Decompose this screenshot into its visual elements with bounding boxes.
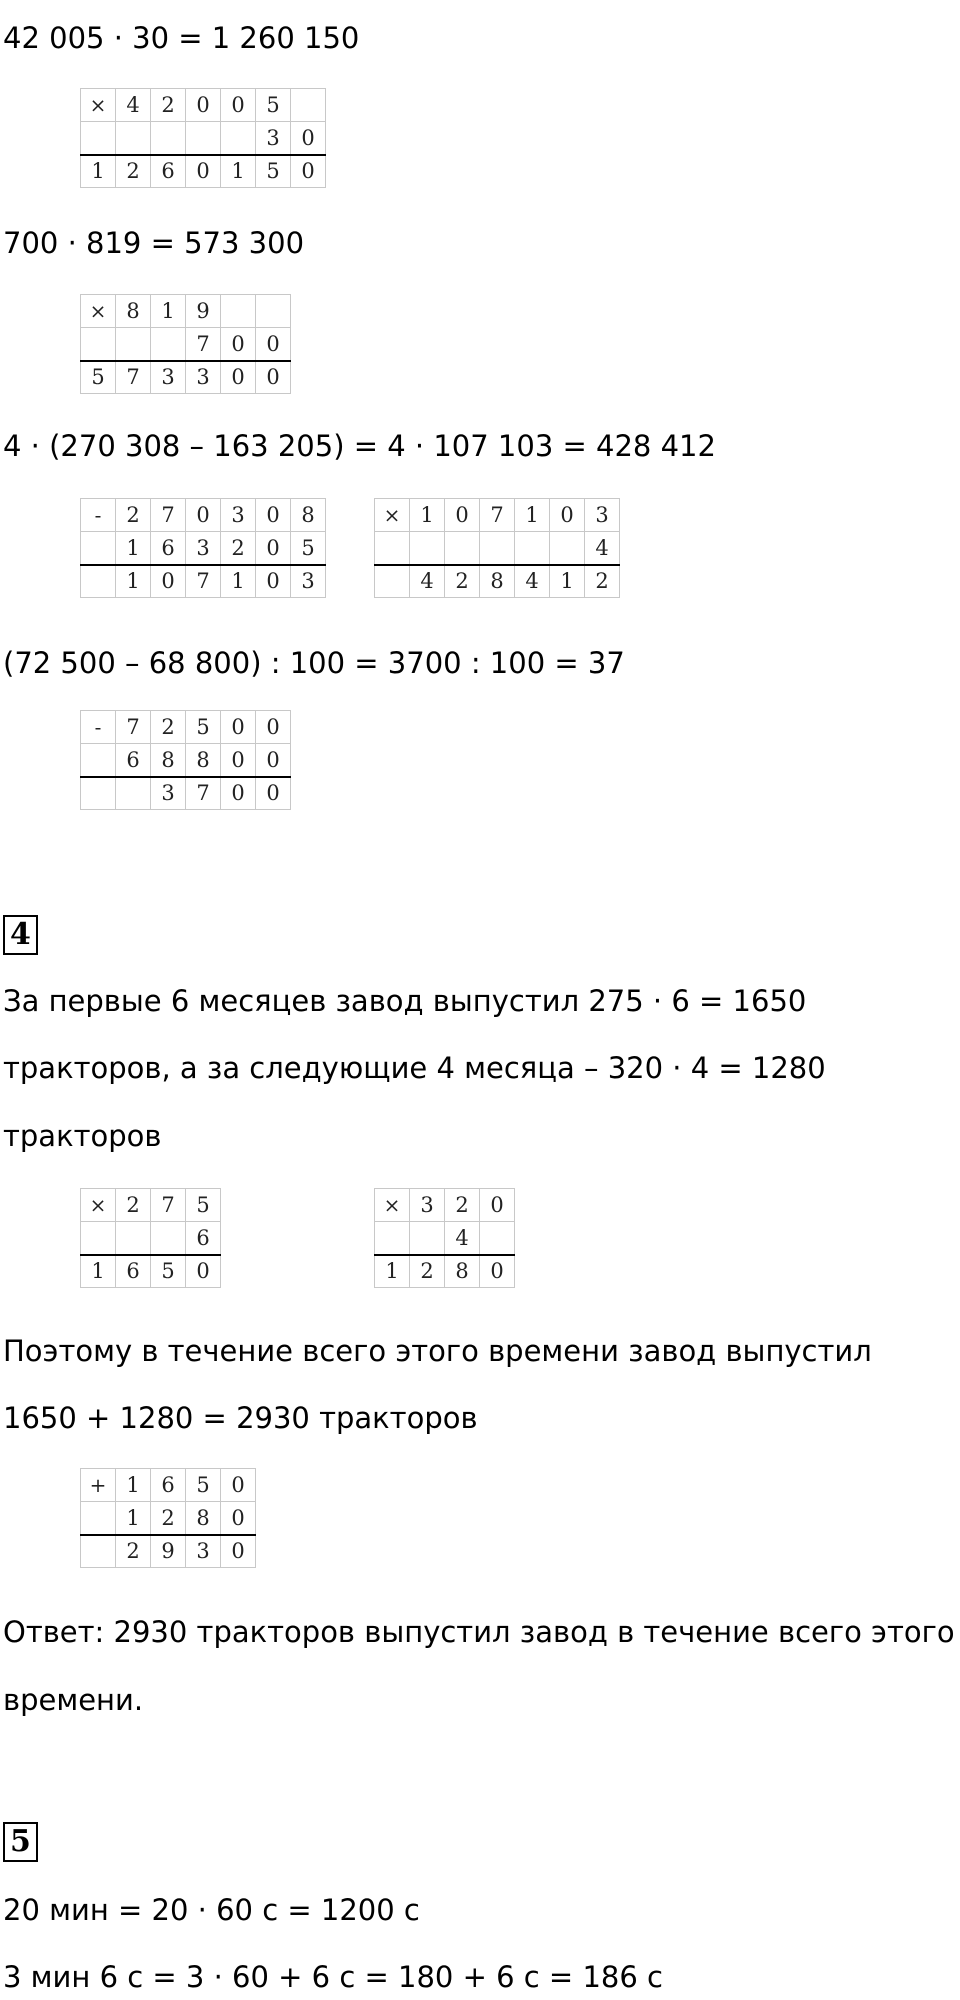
digit-cell: 0 [256,777,291,810]
digit-cell: 2 [445,1189,480,1222]
task4-line-3: тракторов [3,1119,162,1153]
digit-cell [81,565,116,598]
digit-cell: 0 [221,89,256,122]
digit-cell: 5 [291,532,326,565]
digit-cell [81,744,116,777]
digit-cell [221,295,256,328]
digit-cell [291,89,326,122]
task-number-5: 5 [3,1822,38,1862]
column-subtraction-2 [80,710,291,810]
digit-cell: 4 [515,565,550,598]
digit-cell: 3 [291,565,326,598]
task4-answer-line-2: времени. [3,1683,144,1717]
digit-cell: 6 [151,155,186,188]
digit-cell: 0 [186,155,221,188]
digit-cell: 0 [221,711,256,744]
digit-cell: 5 [81,361,116,394]
digit-cell: 8 [445,1255,480,1288]
digit-cell: 7 [186,777,221,810]
digit-cell: 7 [116,711,151,744]
digit-cell: 7 [480,499,515,532]
digit-cell: 0 [221,1469,256,1502]
column-multiplication-5 [374,1188,515,1288]
digit-cell: 7 [186,565,221,598]
digit-cell [410,1222,445,1255]
digit-cell: 2 [151,89,186,122]
digit-cell: 4 [585,532,620,565]
digit-cell [81,532,116,565]
digit-cell [550,532,585,565]
operand-row [375,1189,515,1222]
digit-cell: 2 [151,1502,186,1535]
digit-cell: 0 [550,499,585,532]
operand-row [81,532,326,565]
task4-line-4: Поэтому в течение всего этого времени завод выпустил [3,1334,872,1368]
digit-cell: 8 [116,295,151,328]
digit-cell [116,328,151,361]
digit-cell: 5 [256,155,291,188]
digit-cell: 1 [81,1255,116,1288]
digit-cell [81,122,116,155]
operand-row [81,122,326,155]
digit-cell: 9 [186,295,221,328]
digit-cell: 1 [151,295,186,328]
digit-cell: 0 [186,1255,221,1288]
digit-cell: 7 [116,361,151,394]
digit-cell: 6 [151,1469,186,1502]
digit-cell: 7 [186,328,221,361]
result-row [81,361,291,394]
digit-cell: 0 [256,499,291,532]
digit-cell: 0 [256,744,291,777]
operand-row [81,499,326,532]
operator-cell: × [375,1189,410,1222]
digit-cell: 2 [221,532,256,565]
digit-cell: 8 [291,499,326,532]
result-row [81,565,326,598]
column-multiplication-2 [80,294,291,394]
digit-cell: 3 [410,1189,445,1222]
task5-line-1: 20 мин = 20 · 60 с = 1200 с [3,1893,420,1927]
digit-cell: 0 [221,328,256,361]
digit-cell [375,565,410,598]
digit-cell: 2 [445,565,480,598]
digit-cell: 5 [186,711,221,744]
operator-cell: + [81,1469,116,1502]
digit-cell [375,532,410,565]
digit-cell: 3 [221,499,256,532]
operand-row [81,1189,221,1222]
digit-cell [445,532,480,565]
digit-cell: 0 [186,499,221,532]
digit-cell: 0 [256,711,291,744]
digit-cell [81,1502,116,1535]
digit-cell: 0 [151,565,186,598]
equation-line-4: (72 500 – 68 800) : 100 = 3700 : 100 = 37 [3,646,625,680]
digit-cell: 0 [480,1189,515,1222]
digit-cell: 5 [151,1255,186,1288]
digit-cell [116,1222,151,1255]
digit-cell: 8 [186,744,221,777]
digit-cell: 4 [116,89,151,122]
digit-cell [256,295,291,328]
digit-cell: 0 [291,155,326,188]
digit-cell [410,532,445,565]
digit-cell: 5 [186,1189,221,1222]
digit-cell: 0 [445,499,480,532]
digit-cell [480,532,515,565]
digit-cell: 1 [81,155,116,188]
operand-row [81,295,291,328]
column-multiplication-4 [80,1188,221,1288]
operand-row [375,499,620,532]
digit-cell [116,777,151,810]
operand-row [81,1469,256,1502]
digit-cell: 0 [221,744,256,777]
digit-cell [186,122,221,155]
digit-cell: 0 [291,122,326,155]
column-subtraction-1 [80,498,326,598]
digit-cell [480,1222,515,1255]
digit-cell: 6 [186,1222,221,1255]
digit-cell: 1 [375,1255,410,1288]
digit-cell: 1 [221,155,256,188]
digit-cell: 3 [186,361,221,394]
digit-cell: 2 [116,1535,151,1568]
operand-row [81,328,291,361]
digit-cell: 1 [116,1502,151,1535]
digit-cell: 1 [515,499,550,532]
digit-cell [375,1222,410,1255]
digit-cell: 0 [221,777,256,810]
digit-cell: 1 [410,499,445,532]
digit-cell: 3 [186,532,221,565]
digit-cell: 3 [256,122,291,155]
digit-cell: 0 [221,361,256,394]
operand-row [81,1502,256,1535]
digit-cell [151,328,186,361]
digit-cell: 2 [585,565,620,598]
equation-line-1: 42 005 · 30 = 1 260 150 [3,21,360,55]
equation-line-3: 4 · (270 308 – 163 205) = 4 · 107 103 = 428 412 [3,429,716,463]
digit-cell: 2 [151,711,186,744]
result-row [375,565,620,598]
digit-cell: 8 [151,744,186,777]
result-row [81,155,326,188]
operand-row [81,744,291,777]
digit-cell: 5 [186,1469,221,1502]
operand-row [81,1222,221,1255]
digit-cell: 1 [116,1469,151,1502]
digit-cell: 1 [116,532,151,565]
digit-cell: 0 [221,1535,256,1568]
digit-cell: 4 [445,1222,480,1255]
digit-cell: 3 [151,777,186,810]
digit-cell: 1 [116,565,151,598]
task5-line-2: 3 мин 6 с = 3 · 60 + 6 с = 180 + 6 с = 186 с [3,1960,663,1994]
operator-cell: × [81,89,116,122]
digit-cell: 7 [151,499,186,532]
task4-line-5: 1650 + 1280 = 2930 тракторов [3,1401,478,1435]
digit-cell: 0 [256,532,291,565]
digit-cell: 2 [116,1189,151,1222]
digit-cell: 1 [221,565,256,598]
digit-cell [221,122,256,155]
digit-cell [81,777,116,810]
operator-cell: - [81,499,116,532]
result-row [81,1535,256,1568]
digit-cell [81,1222,116,1255]
task-number-4: 4 [3,915,38,955]
result-row [81,1255,221,1288]
digit-cell: 6 [116,1255,151,1288]
digit-cell [515,532,550,565]
digit-cell: 8 [186,1502,221,1535]
digit-cell: 1 [550,565,585,598]
result-row [81,777,291,810]
result-row [375,1255,515,1288]
digit-cell: 3 [151,361,186,394]
digit-cell [81,328,116,361]
digit-cell: 0 [256,361,291,394]
operator-cell: × [81,1189,116,1222]
digit-cell: 0 [256,328,291,361]
digit-cell: 2 [410,1255,445,1288]
digit-cell: 2 [116,155,151,188]
digit-cell: 0 [480,1255,515,1288]
digit-cell: 0 [186,89,221,122]
digit-cell: 2 [116,499,151,532]
digit-cell: 0 [256,565,291,598]
digit-cell: 8 [480,565,515,598]
operand-row [81,711,291,744]
digit-cell [151,122,186,155]
operator-cell: × [81,295,116,328]
digit-cell [116,122,151,155]
column-multiplication-3 [374,498,620,598]
digit-cell: 9 [151,1535,186,1568]
digit-cell [151,1222,186,1255]
task4-answer-line-1: Ответ: 2930 тракторов выпустил завод в течение всего этого [3,1615,955,1649]
digit-cell: 6 [151,532,186,565]
operator-cell: × [375,499,410,532]
column-addition-1 [80,1468,256,1568]
digit-cell: 3 [585,499,620,532]
task4-line-1: За первые 6 месяцев завод выпустил 275 · 6 = 1650 [3,984,807,1018]
digit-cell: 0 [221,1502,256,1535]
column-multiplication-1 [80,88,326,188]
equation-line-2: 700 · 819 = 573 300 [3,226,305,260]
operand-row [81,89,326,122]
operator-cell: - [81,711,116,744]
digit-cell: 4 [410,565,445,598]
operand-row [375,532,620,565]
operand-row [375,1222,515,1255]
digit-cell [81,1535,116,1568]
digit-cell: 7 [151,1189,186,1222]
digit-cell: 3 [186,1535,221,1568]
task4-line-2: тракторов, а за следующие 4 месяца – 320 · 4 = 1280 [3,1051,826,1085]
digit-cell: 5 [256,89,291,122]
digit-cell: 6 [116,744,151,777]
